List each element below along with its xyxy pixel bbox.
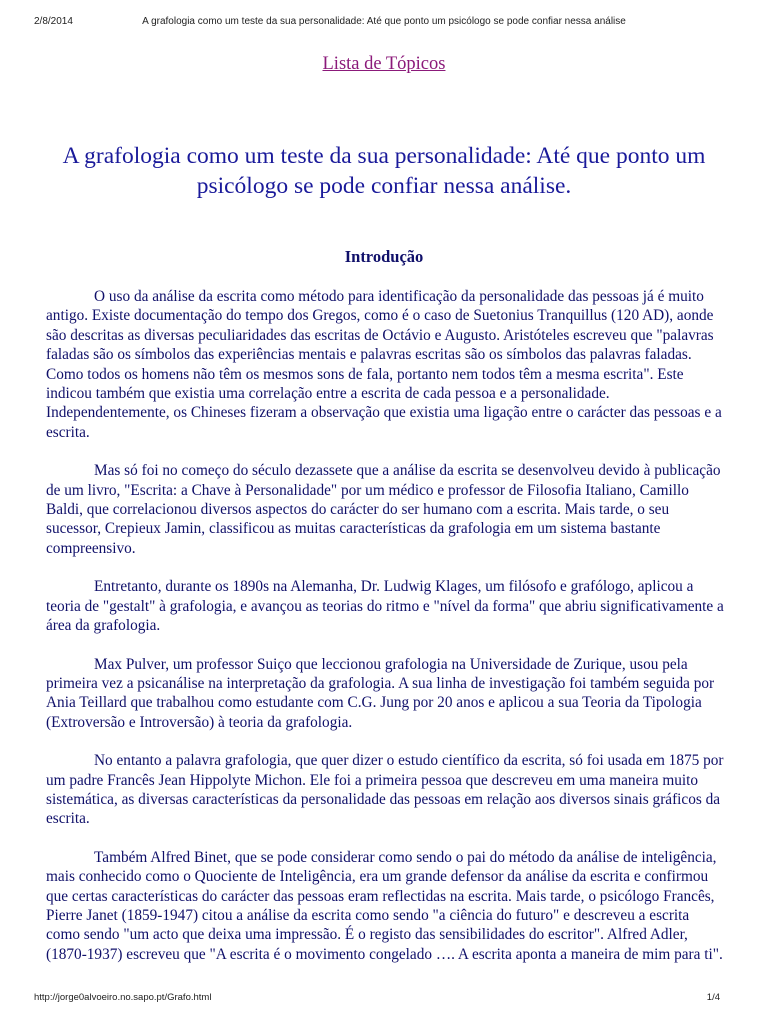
paragraph: Também Alfred Binet, que se pode considerar como sendo o pai do método da análise de inteligência, mais conhecido como o Quociente de Inteligência, era um grande defensor da análise da escrita e confirmou que certas características do carácter das pessoas eram reflectidas na escrita. Mais tarde, o psicólogo Francês, Pierre Janet (1859-1947) citou a análise da escrita como sendo "a ciência do futuro" e descreveu a escrita como sendo "um acto que deixa uma impressão. É o registo das sensibilidades do escritor". Alfred Adler, (1870-1937) escreveu que "A escrita é o movimento congelado …. A escrita aponta a maneira de mim para ti". [46,848,723,963]
article-body [46,287,724,983]
print-footer [34,992,734,1006]
page-title: A grafologia como um teste da sua personalidade: Até que ponto um psicólogo se pode confiar nessa análise. [62,143,706,199]
paragraph: O uso da análise da escrita como método para identificação da personalidade das pessoas já é muito antigo. Existe documentação do tempo dos Gregos, como é o caso de Suetonius Tranquillus (120 AD), aonde são descritas as diversas peculiaridades das escritas de Octávio e Augusto. Aristóteles escreveu que "palavras faladas são os símbolos das experiências mentais e palavras escritas são os símbolos das palavras faladas. Como todos os homens não têm os mesmos sons de fala, portanto nem todos têm a mesma escrita". Este indicou também que existia uma correlação entre a escrita de cada pessoa e a personalidade. Independentemente, os Chineses fizeram a observação que existia uma ligação entre o carácter das pessoas e a escrita. [46,288,722,441]
paragraph: No entanto a palavra grafologia, que quer dizer o estudo científico da escrita, só foi usada em 1875 por um padre Francês Jean Hippolyte Michon. Ele foi a primeira pessoa que descreveu em uma maneira muito sistemática, as diversas características da personalidade das pessoas em relação aos diversos sinais gráficos da escrita. [46,752,724,828]
print-header [34,16,734,30]
print-url: http://jorge0alvoeiro.no.sapo.pt/Grafo.html [34,992,212,1003]
paragraph: Max Pulver, um professor Suiço que leccionou grafologia na Universidade de Zurique, usou pela primeira vez a psicanálise na interpretação da grafologia. A sua linha de investigação foi também seguida por Ania Teillard que trabalhou como estudante com C.G. Jung por 20 anos e aplicou a sua Teoria da Tipologia (Extroversão e Introversão) à teoria da grafologia. [46,655,715,731]
paragraph: Mas só foi no começo do século dezassete que a análise da escrita se desenvolveu devido à publicação de um livro, "Escrita: a Chave à Personalidade" por um médico e professor de Filosofia Italiano, Camillo Baldi, que correlacionou diversos aspectos do carácter do ser humano com a escrita. Mais tarde, o seu sucessor, Crepieux Jamin, classificou as muitas características da grafologia em um sistema bastante compreensivo. [46,462,721,557]
print-document-title: A grafologia como um teste da sua personalidade: Até que ponto um psicólogo se pode confiar nessa análise [142,16,626,27]
page-number: 1/4 [706,992,720,1003]
print-date: 2/8/2014 [34,16,73,27]
paragraph: Entretanto, durante os 1890s na Alemanha, Dr. Ludwig Klages, um filósofo e grafólogo, aplicou a teoria de "gestalt" à grafologia, e avançou as teorias do ritmo e "nível da forma" que abriu significativamente a área da grafologia. [46,578,724,635]
section-heading: Introdução [344,247,424,266]
topics-list-link[interactable]: Lista de Tópicos [322,54,446,74]
